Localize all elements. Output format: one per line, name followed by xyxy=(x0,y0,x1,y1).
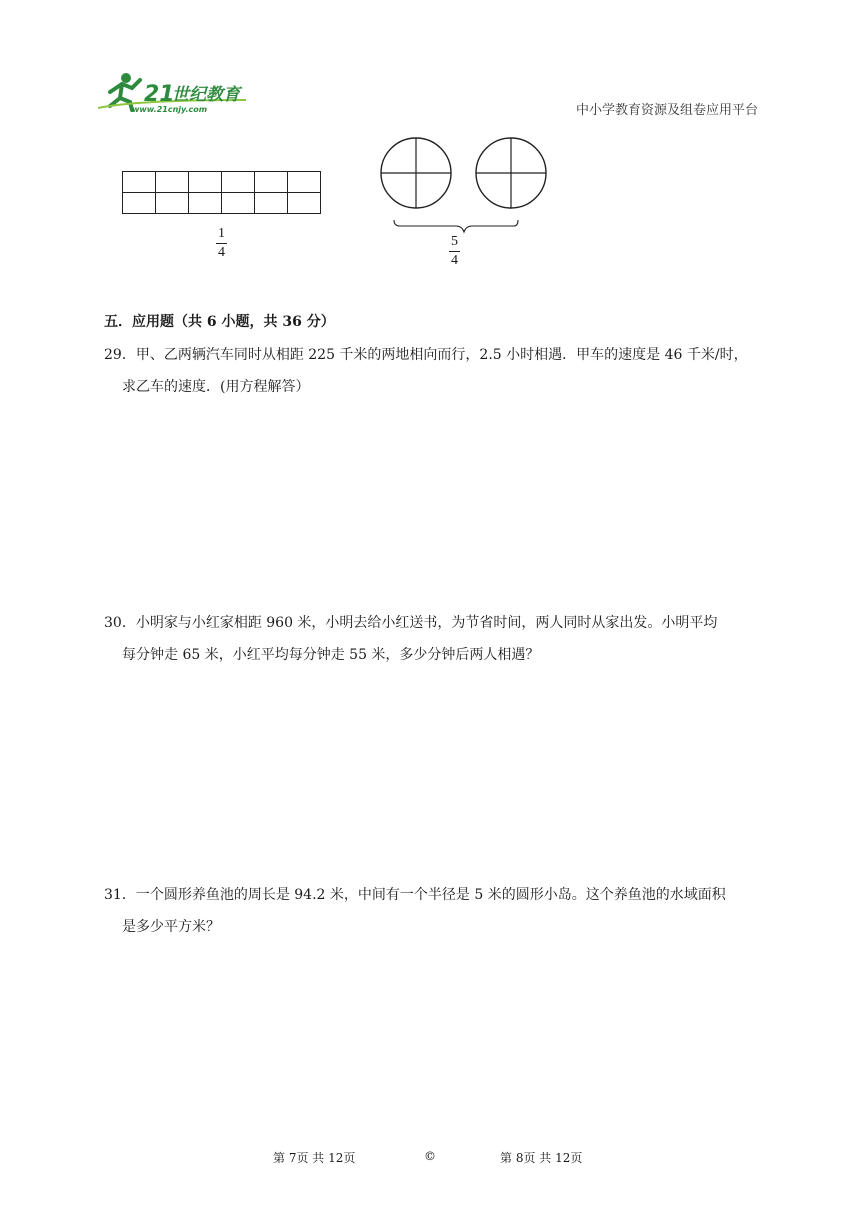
question-text-line1: 29．甲、乙两辆汽车同时从相距 225 千米的两地相向而行，2.5 小时相遇．甲车的速度是 46 千米/时， xyxy=(104,347,748,363)
fraction-numerator: 1 xyxy=(218,226,225,241)
grid-row xyxy=(123,193,321,214)
circle-right xyxy=(476,138,546,208)
grid-row xyxy=(123,172,321,193)
circles-figure xyxy=(376,136,556,236)
platform-name: 中小学教育资源及组卷应用平台 xyxy=(575,103,758,118)
logo-text: 世纪教育 xyxy=(172,85,240,105)
fraction-bar xyxy=(449,251,460,252)
runner-logo-icon xyxy=(96,70,266,116)
site-logo xyxy=(96,70,266,116)
logo-url: www.21cnjy.com xyxy=(132,105,208,114)
question-text-line2: 是多少平方米？ xyxy=(122,919,220,935)
fraction-bar xyxy=(216,243,227,244)
circle-left xyxy=(381,138,451,208)
question-text-line1: 31．一个圆形养鱼池的周长是 94.2 米，中间有一个半径是 5 米的圆形小岛。这个养鱼池的水域面积 xyxy=(104,887,726,903)
fraction-numerator: 5 xyxy=(451,234,458,249)
fraction-denominator: 4 xyxy=(451,253,458,268)
question-30 xyxy=(104,607,764,671)
footer-page-right: 第 8页 共 12页 xyxy=(500,1151,583,1165)
fraction-five-quarters xyxy=(449,234,460,269)
fraction-one-quarter xyxy=(216,226,227,261)
fraction-denominator: 4 xyxy=(218,245,225,260)
question-text-line2: 每分钟走 65 米，小红平均每分钟走 55 米，多少分钟后两人相遇？ xyxy=(122,647,540,663)
section-title: 五．应用题（共 6 小题，共 36 分） xyxy=(104,314,335,330)
question-29 xyxy=(104,339,764,403)
footer-page-left: 第 7页 共 12页 xyxy=(273,1151,356,1165)
brace xyxy=(394,220,518,232)
question-text-line1: 30．小明家与小红家相距 960 米，小明去给小红送书，为节省时间，两人同时从家出发。小明平均 xyxy=(104,615,718,631)
footer-copyright: © xyxy=(424,1149,436,1163)
logo-number: 21 xyxy=(144,82,175,107)
question-31 xyxy=(104,879,764,943)
question-text-line2: 求乙车的速度．(用方程解答） xyxy=(122,379,310,395)
grid-figure xyxy=(122,171,321,214)
